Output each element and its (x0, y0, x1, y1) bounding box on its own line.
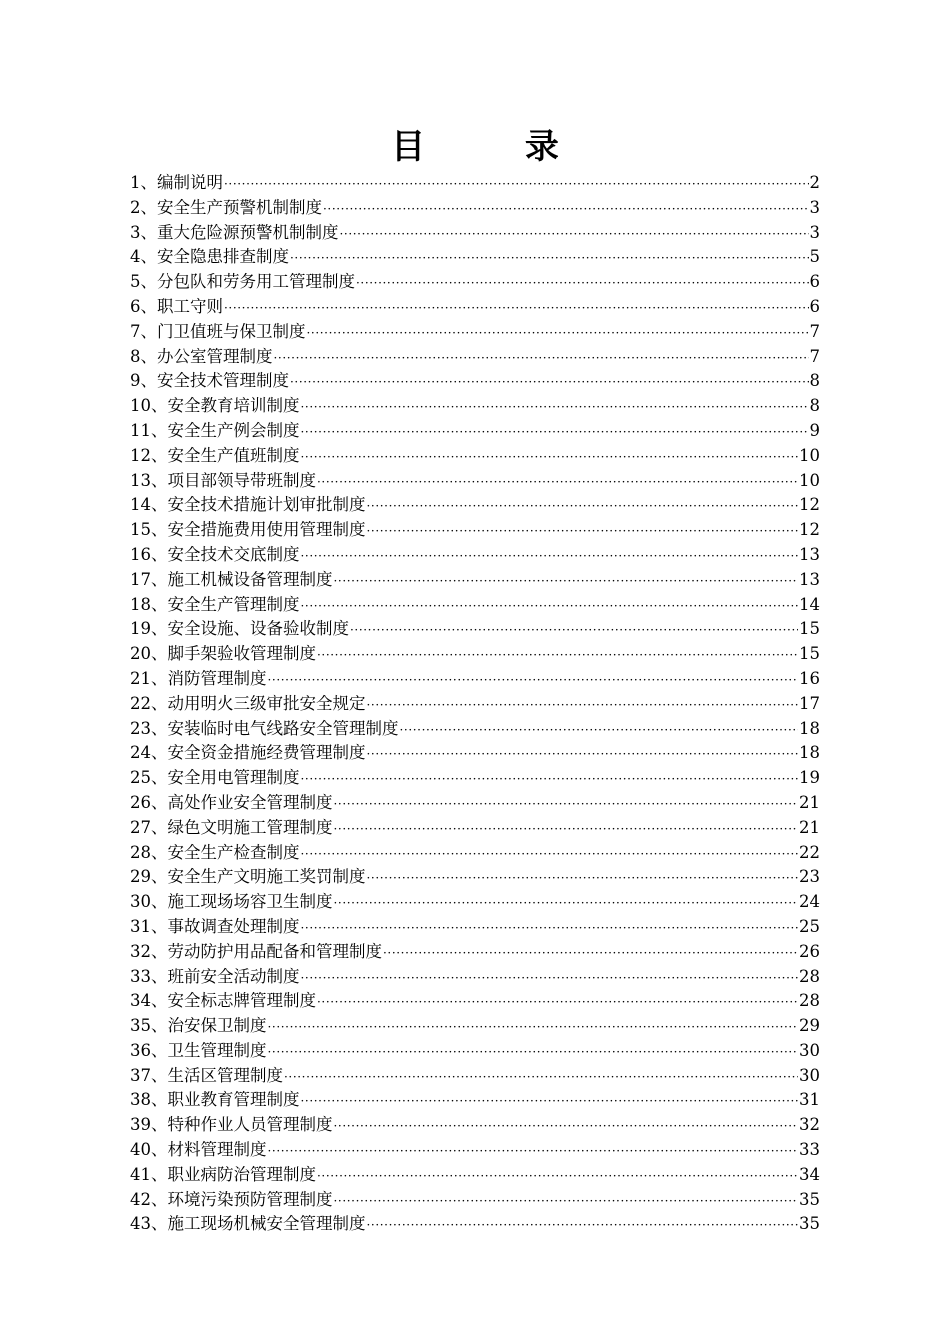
toc-entry (130, 692, 820, 717)
toc-entry-label: 14、安全技术措施计划审批制度 (130, 495, 366, 515)
toc-entry (130, 989, 820, 1014)
table-of-contents (130, 171, 820, 1237)
toc-entry-label: 38、职业教育管理制度 (130, 1090, 300, 1110)
toc-entry-page-number: 25 (799, 916, 820, 936)
toc-entry-page-number: 28 (799, 991, 820, 1011)
dot-leader (334, 1114, 799, 1139)
toc-entry-label: 22、动用明火三级审批安全规定 (130, 693, 366, 713)
toc-entry-label: 27、绿色文明施工管理制度 (130, 817, 333, 837)
toc-entry-page-number: 15 (799, 644, 820, 664)
toc-entry-label: 26、高处作业安全管理制度 (130, 792, 333, 812)
dot-leader (268, 1139, 799, 1164)
dot-leader (301, 594, 799, 619)
dot-leader (307, 321, 809, 346)
toc-entry (130, 741, 820, 766)
toc-entry-page-number: 10 (799, 470, 820, 490)
toc-entry-page-number: 34 (799, 1164, 820, 1184)
toc-entry-page-number: 5 (809, 247, 820, 267)
dot-leader (367, 519, 799, 544)
toc-entry-page-number: 31 (799, 1090, 820, 1110)
toc-entry-label: 7、门卫值班与保卫制度 (130, 321, 306, 341)
toc-entry-label: 23、安装临时电气线路安全管理制度 (130, 718, 399, 738)
toc-entry-label: 5、分包队和劳务用工管理制度 (130, 272, 355, 292)
toc-entry-label: 28、安全生产检查制度 (130, 842, 300, 862)
dot-leader (301, 916, 799, 941)
toc-entry (130, 469, 820, 494)
dot-leader (334, 817, 799, 842)
toc-entry-page-number: 7 (809, 346, 820, 366)
toc-entry (130, 369, 820, 394)
toc-entry-label: 8、办公室管理制度 (130, 346, 273, 366)
toc-entry-page-number: 6 (809, 272, 820, 292)
toc-entry-page-number: 3 (809, 222, 820, 242)
toc-entry (130, 568, 820, 593)
toc-entry-page-number: 17 (799, 693, 820, 713)
dot-leader (356, 271, 809, 296)
toc-entry (130, 394, 820, 419)
toc-entry (130, 1039, 820, 1064)
toc-entry-page-number: 23 (799, 867, 820, 887)
toc-entry-label: 1、编制说明 (130, 173, 223, 192)
toc-entry-page-number: 18 (799, 718, 820, 738)
toc-entry (130, 1163, 820, 1188)
toc-entry-page-number: 13 (799, 544, 820, 564)
toc-entry-label: 39、特种作业人员管理制度 (130, 1115, 333, 1135)
toc-entry (130, 543, 820, 568)
dot-leader (301, 395, 809, 420)
dot-leader (367, 742, 799, 767)
toc-entry-page-number: 15 (799, 619, 820, 639)
toc-entry-label: 17、施工机械设备管理制度 (130, 569, 333, 589)
toc-entry-page-number: 21 (799, 792, 820, 812)
toc-entry-label: 11、安全生产例会制度 (130, 420, 300, 440)
toc-entry-page-number: 16 (799, 668, 820, 688)
toc-entry (130, 965, 820, 990)
toc-entry-label: 35、治安保卫制度 (130, 1016, 267, 1036)
dot-leader (367, 693, 799, 718)
toc-entry-label: 9、安全技术管理制度 (130, 371, 289, 391)
dot-leader (317, 643, 798, 668)
toc-entry (130, 419, 820, 444)
toc-entry (130, 493, 820, 518)
toc-entry-page-number: 26 (799, 941, 820, 961)
dot-leader (290, 370, 809, 395)
dot-leader (301, 1089, 799, 1114)
dot-leader (340, 222, 809, 247)
toc-entry (130, 816, 820, 841)
dot-leader (367, 1213, 799, 1238)
toc-entry (130, 865, 820, 890)
page-title: 目 录 (391, 127, 603, 167)
toc-entry-label: 24、安全资金措施经费管理制度 (130, 743, 366, 763)
toc-entry-page-number: 3 (809, 197, 820, 217)
toc-entry-label: 29、安全生产文明施工奖罚制度 (130, 867, 366, 887)
toc-entry (130, 171, 820, 196)
toc-entry (130, 940, 820, 965)
toc-entry-page-number: 6 (809, 296, 820, 316)
toc-entry-page-number: 35 (799, 1189, 820, 1209)
toc-entry (130, 320, 820, 345)
toc-entry-page-number: 8 (809, 371, 820, 391)
toc-entry (130, 444, 820, 469)
dot-leader (350, 618, 798, 643)
toc-entry (130, 766, 820, 791)
toc-entry-page-number: 8 (809, 396, 820, 416)
dot-leader (301, 842, 799, 867)
toc-entry (130, 1188, 820, 1213)
dot-leader (383, 941, 798, 966)
toc-entry (130, 196, 820, 221)
dot-leader (301, 420, 809, 445)
toc-entry-label: 33、班前安全活动制度 (130, 966, 300, 986)
toc-entry (130, 295, 820, 320)
toc-entry (130, 791, 820, 816)
toc-entry-page-number: 18 (799, 743, 820, 763)
toc-entry-label: 18、安全生产管理制度 (130, 594, 300, 614)
toc-entry-label: 42、环境污染预防管理制度 (130, 1189, 333, 1209)
dot-leader (334, 792, 799, 817)
toc-entry-page-number: 22 (799, 842, 820, 862)
dot-leader (317, 1164, 798, 1189)
dot-leader (367, 866, 799, 891)
toc-entry-page-number: 29 (799, 1016, 820, 1036)
dot-leader (334, 569, 799, 594)
dot-leader (317, 990, 798, 1015)
toc-entry-label: 2、安全生产预警机制制度 (130, 197, 322, 217)
dot-leader (334, 891, 799, 916)
toc-entry-page-number: 12 (799, 495, 820, 515)
toc-entry-label: 25、安全用电管理制度 (130, 768, 300, 788)
dot-leader (268, 1015, 799, 1040)
toc-entry (130, 1014, 820, 1039)
toc-entry (130, 642, 820, 667)
toc-entry-page-number: 7 (809, 321, 820, 341)
toc-entry-page-number: 35 (799, 1214, 820, 1234)
toc-entry-label: 32、劳动防护用品配备和管理制度 (130, 941, 382, 961)
toc-entry (130, 717, 820, 742)
dot-leader (224, 172, 809, 197)
toc-entry (130, 518, 820, 543)
toc-entry-page-number: 9 (809, 420, 820, 440)
toc-entry-page-number: 10 (799, 445, 820, 465)
toc-entry-page-number: 21 (799, 817, 820, 837)
toc-entry-page-number: 13 (799, 569, 820, 589)
dot-leader (268, 1040, 799, 1065)
toc-entry (130, 617, 820, 642)
toc-entry-page-number: 19 (799, 768, 820, 788)
toc-entry-label: 34、安全标志牌管理制度 (130, 991, 316, 1011)
toc-entry-page-number: 33 (799, 1140, 820, 1160)
toc-entry (130, 915, 820, 940)
toc-entry (130, 667, 820, 692)
toc-entry (130, 1088, 820, 1113)
dot-leader (323, 197, 809, 222)
toc-entry-label: 40、材料管理制度 (130, 1140, 267, 1160)
toc-entry (130, 890, 820, 915)
toc-entry-label: 13、项目部领导带班制度 (130, 470, 316, 490)
toc-entry-page-number: 32 (799, 1115, 820, 1135)
toc-entry (130, 270, 820, 295)
toc-entry-label: 41、职业病防治管理制度 (130, 1164, 316, 1184)
dot-leader (301, 767, 799, 792)
dot-leader (367, 494, 799, 519)
dot-leader (290, 246, 809, 271)
toc-entry-label: 6、职工守则 (130, 296, 223, 316)
dot-leader (301, 445, 799, 470)
toc-entry (130, 1212, 820, 1237)
toc-entry-label: 36、卫生管理制度 (130, 1040, 267, 1060)
toc-entry-page-number: 24 (799, 892, 820, 912)
toc-entry-label: 20、脚手架验收管理制度 (130, 644, 316, 664)
toc-entry-label: 15、安全措施费用使用管理制度 (130, 520, 366, 540)
toc-entry-label: 19、安全设施、设备验收制度 (130, 619, 349, 639)
dot-leader (317, 470, 798, 495)
toc-entry-label: 30、施工现场场容卫生制度 (130, 892, 333, 912)
toc-entry-label: 16、安全技术交底制度 (130, 544, 300, 564)
toc-entry (130, 245, 820, 270)
toc-entry-page-number: 30 (799, 1065, 820, 1085)
toc-entry-label: 4、安全隐患排查制度 (130, 247, 289, 267)
toc-entry (130, 841, 820, 866)
toc-entry-page-number: 2 (809, 173, 820, 192)
toc-entry (130, 1138, 820, 1163)
dot-leader (268, 668, 799, 693)
toc-entry (130, 221, 820, 246)
toc-entry (130, 593, 820, 618)
toc-entry (130, 345, 820, 370)
dot-leader (284, 1065, 798, 1090)
toc-entry (130, 1064, 820, 1089)
toc-entry (130, 1113, 820, 1138)
toc-entry-label: 12、安全生产值班制度 (130, 445, 300, 465)
toc-entry-label: 31、事故调查处理制度 (130, 916, 300, 936)
dot-leader (274, 346, 809, 371)
dot-leader (224, 296, 809, 321)
dot-leader (301, 966, 799, 991)
toc-entry-page-number: 12 (799, 520, 820, 540)
toc-entry-label: 43、施工现场机械安全管理制度 (130, 1214, 366, 1234)
toc-entry-label: 3、重大危险源预警机制制度 (130, 222, 339, 242)
toc-entry-label: 37、生活区管理制度 (130, 1065, 283, 1085)
toc-entry-page-number: 28 (799, 966, 820, 986)
toc-entry-page-number: 14 (799, 594, 820, 614)
dot-leader (301, 544, 799, 569)
dot-leader (334, 1189, 799, 1214)
toc-entry-label: 10、安全教育培训制度 (130, 396, 300, 416)
toc-entry-label: 21、消防管理制度 (130, 668, 267, 688)
toc-entry-page-number: 30 (799, 1040, 820, 1060)
dot-leader (400, 718, 799, 743)
